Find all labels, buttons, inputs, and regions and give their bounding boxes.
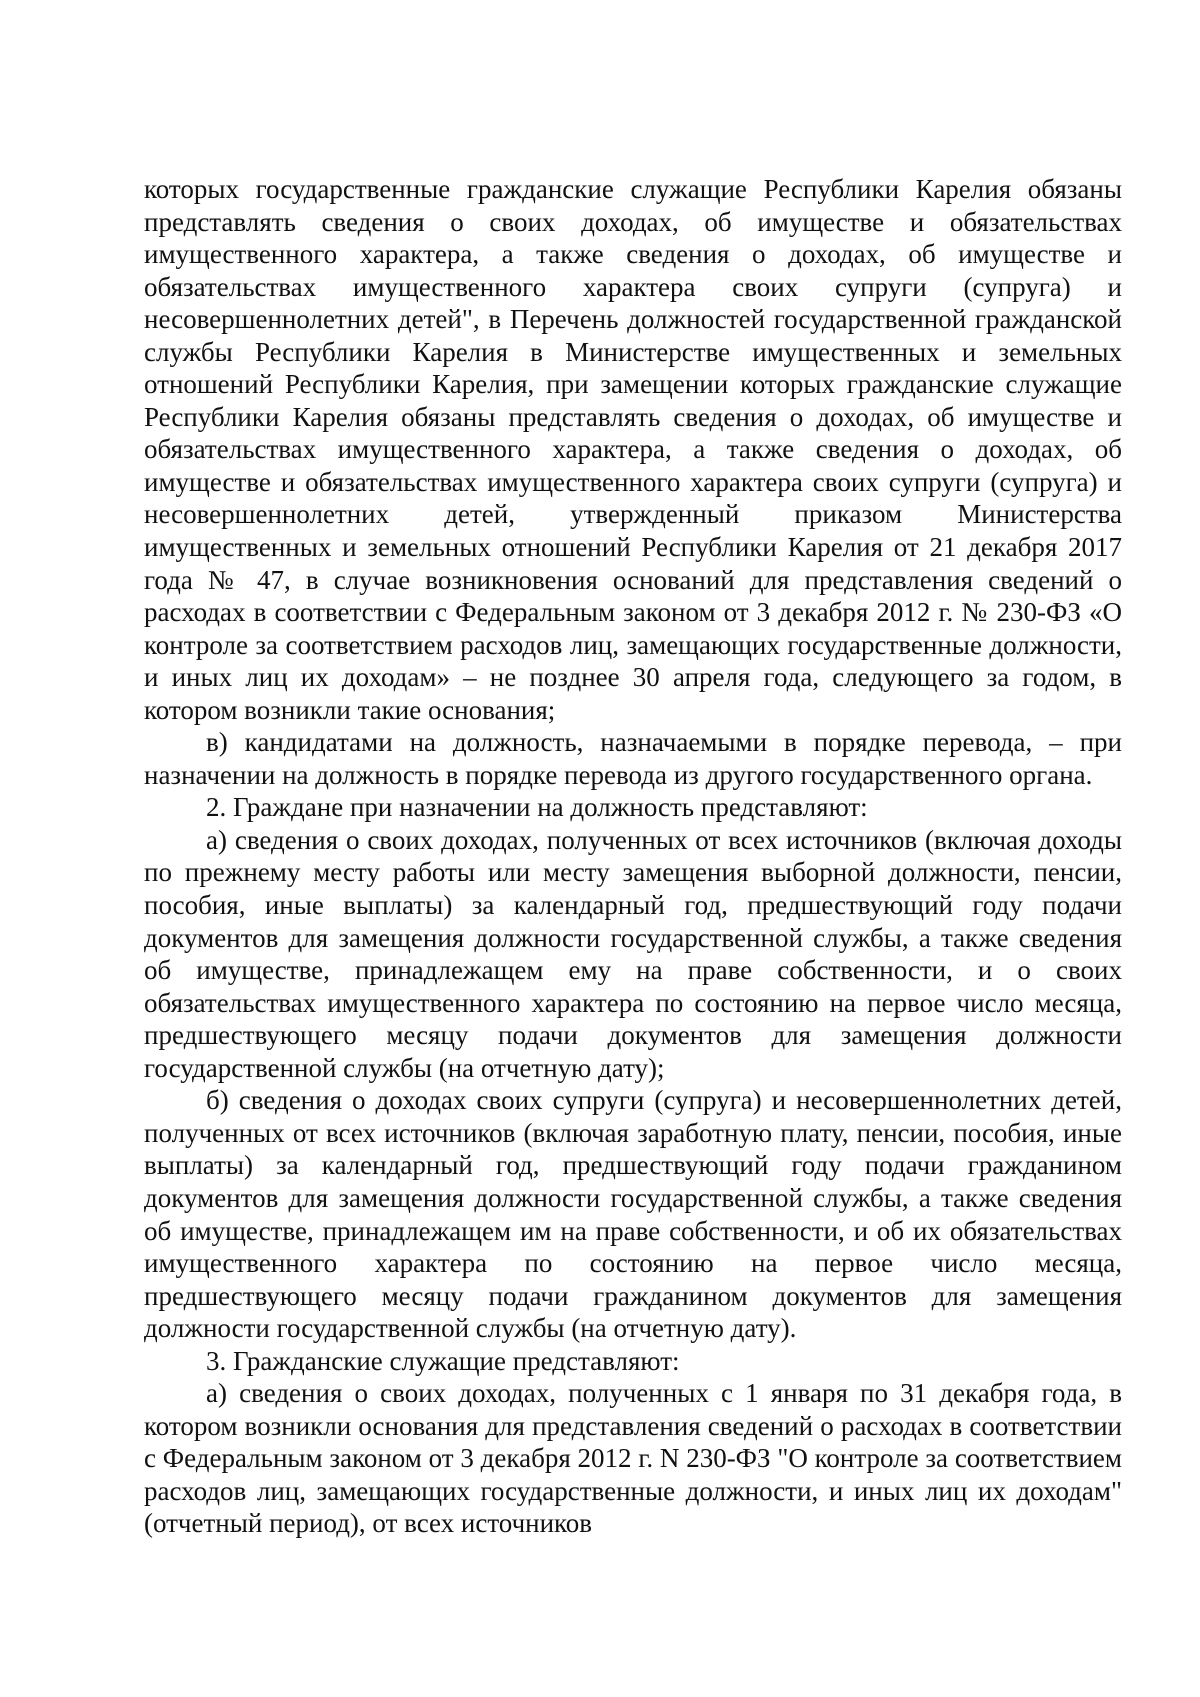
paragraph-continuation: которых государственные гражданские служащие Республики Карелия обязаны представлять сведения о своих доходах, об имуществе и обязательствах имущественного характера, а также сведения о доходах, об имуществе и обязательствах имущественного характера своих супруги (супруга) и несовершеннолетних детей", в Перечень должностей государственной гражданской службы Республики Карелия в Министерстве имущественных и земельных отношений Республики Карелия, при замещении которых гражданские служащие Республики Карелия обязаны представлять сведения о доходах, об имуществе и обязательствах имущественного характера, а также сведения о доходах, об имуществе и обязательствах имущественного характера своих супруги (супруга) и несовершеннолетних детей, утвержденный приказом Министерства имущественных и земельных отношений Республики Карелия от 21 декабря 2017 года № 47, в случае возникновения оснований для представления сведений о расходах в соответствии с Федеральным законом от 3 декабря 2012 г. № 230-ФЗ «О контроле за соответствием расходов лиц, замещающих государственные должности, и иных лиц их доходам» – не позднее 30 апреля года, следующего за годом, в котором возникли такие основания; bbox=[144, 174, 1122, 725]
paragraph-item-a-section-3: а) сведения о своих доходах, полученных с 1 января по 31 декабря года, в котором возникли основания для представления сведений о расходах в соответствии с Федеральным законом от 3 декабря 2012 г. N 230-ФЗ "О контроле за соответствием расходов лиц, замещающих государственные должности, и иных лиц их доходам" (отчетный период), от всех источников bbox=[144, 1378, 1122, 1539]
document-body bbox=[144, 173, 1122, 1540]
paragraph-item-b: б) сведения о доходах своих супруги (супруга) и несовершеннолетних детей, полученных от всех источников (включая заработную плату, пенсии, пособия, иные выплаты) за календарный год, предшествующий году подачи гражданином документов для замещения должности государственной службы, а также сведения об имуществе, принадлежащем им на праве собственности, и об их обязательствах имущественного характера по состоянию на первое число месяца, предшествующего месяцу подачи гражданином документов для замещения должности государственной службы (на отчетную дату). bbox=[144, 1085, 1122, 1344]
paragraph-section-3: 3. Гражданские служащие представляют: bbox=[206, 1345, 680, 1376]
paragraph-section-2: 2. Граждане при назначении на должность представляют: bbox=[206, 792, 868, 823]
paragraph-item-v: в) кандидатами на должность, назначаемыми в порядке перевода, – при назначении на должность в порядке перевода из другого государственного органа. bbox=[144, 727, 1122, 790]
paragraph-item-a: а) сведения о своих доходах, полученных от всех источников (включая доходы по прежнему месту работы или месту замещения выборной должности, пенсии, пособия, иные выплаты) за календарный год, предшествующий году подачи документов для замещения должности государственной службы, а также сведения об имуществе, принадлежащем ему на праве собственности, и о своих обязательствах имущественного характера по состоянию на первое число месяца, предшествующего месяцу подачи документов для замещения должности государственной службы (на отчетную дату); bbox=[144, 824, 1122, 1083]
